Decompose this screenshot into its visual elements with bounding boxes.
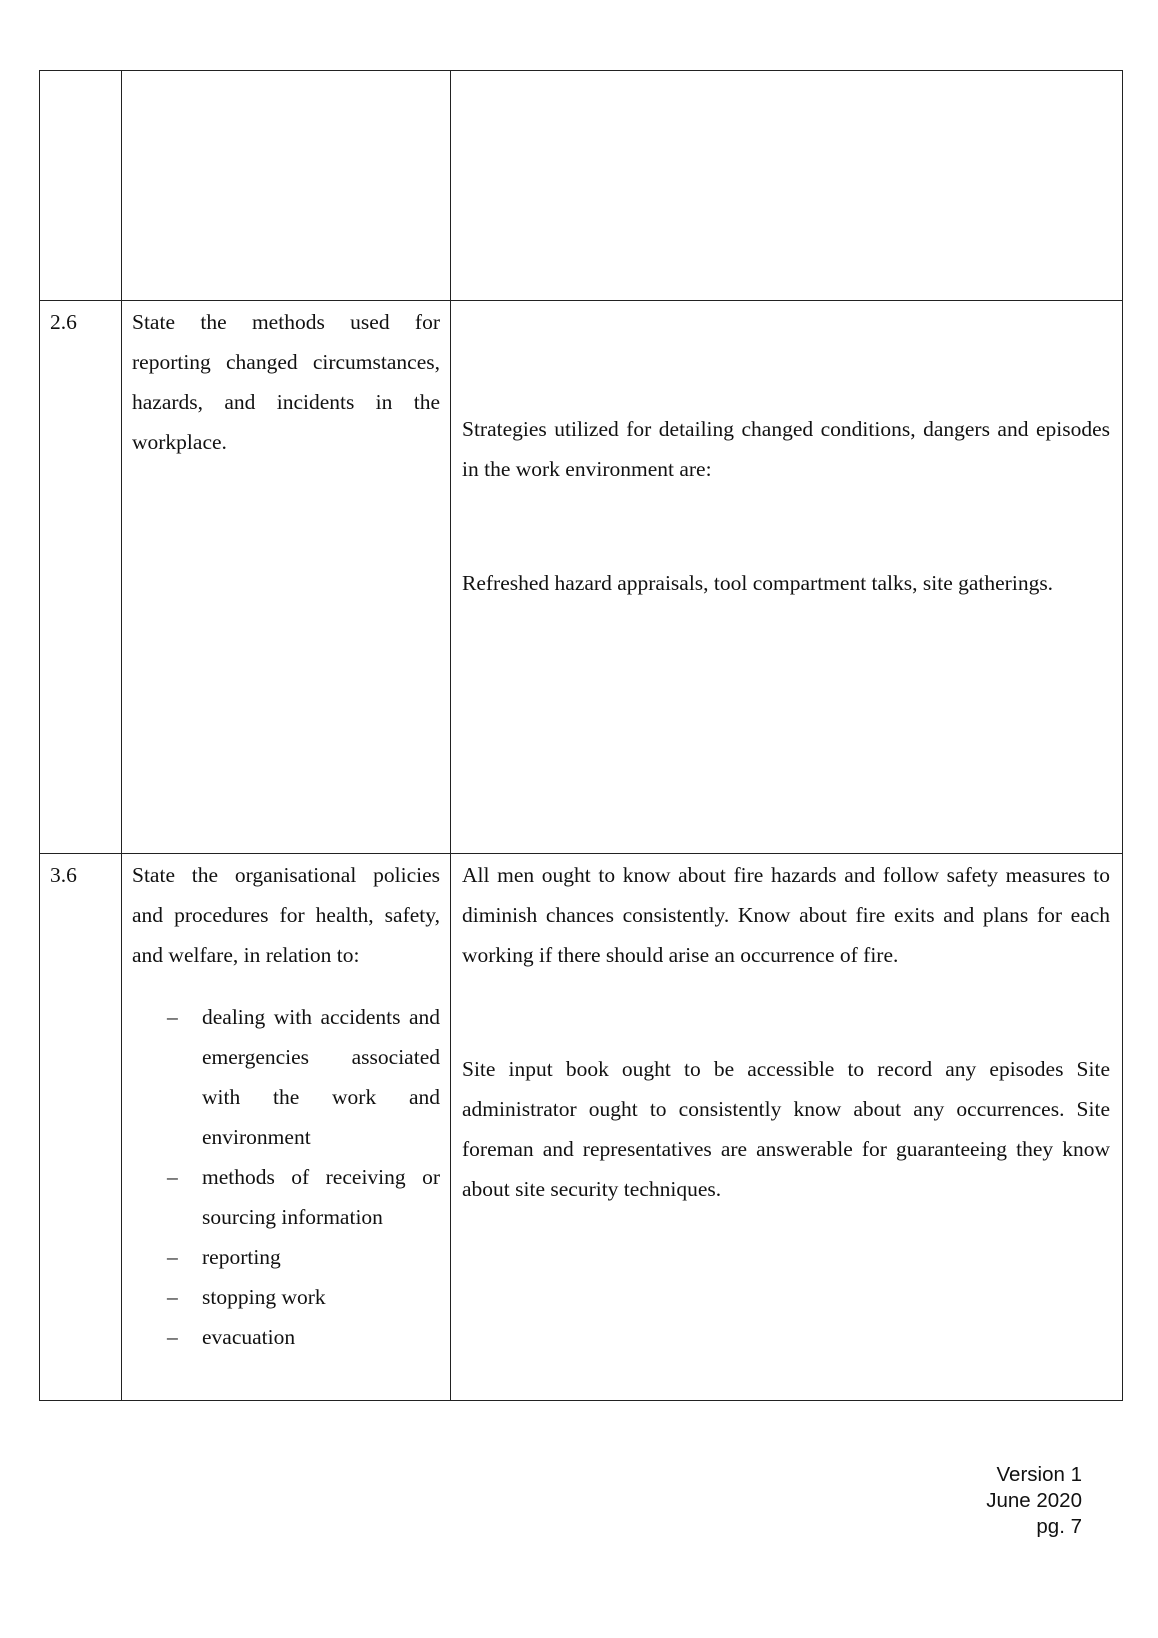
- row-number-cell: [40, 301, 122, 854]
- list-item: – methods of receiving or sourcing information: [132, 1157, 440, 1237]
- page-footer: [986, 1462, 1082, 1540]
- answer-paragraph: Refreshed hazard appraisals, tool compartment talks, site gatherings.: [462, 571, 1054, 595]
- dash-bullet: –: [167, 1245, 178, 1269]
- answer-cell: [451, 854, 1123, 1401]
- assessment-table: [39, 70, 1123, 1401]
- row-number-cell: [40, 71, 122, 301]
- question-text: State the organisational policies and procedures for health, safety, and welfare, in relation to:: [132, 863, 440, 967]
- list-item: – evacuation: [132, 1317, 440, 1357]
- footer-version: Version 1: [996, 1463, 1082, 1486]
- row-number: 3.6: [50, 863, 77, 887]
- row-number: 2.6: [50, 310, 77, 334]
- table-row: [40, 301, 1123, 854]
- list-item: – stopping work: [132, 1277, 440, 1317]
- list-item: – reporting: [132, 1237, 440, 1277]
- question-cell: [122, 71, 451, 301]
- table-row: [40, 854, 1123, 1401]
- dash-bullet: –: [167, 1005, 178, 1029]
- dash-bullet: –: [167, 1285, 178, 1309]
- answer-cell: [451, 71, 1123, 301]
- row-number-cell: [40, 854, 122, 1401]
- answer-paragraph: All men ought to know about fire hazards and follow safety measures to diminish chances consistently. Know about fire exits and plans for each working if there should arise an occurrence of fire.: [462, 863, 1110, 967]
- answer-paragraph: Site input book ought to be accessible to record any episodes Site administrator ought to consistently know about any occurrences. Site foreman and representatives are answerable for guaranteeing they know about site security techniques.: [462, 1057, 1110, 1201]
- dash-bullet: –: [167, 1165, 178, 1189]
- answer-cell: [451, 301, 1123, 854]
- question-list: [132, 997, 440, 1357]
- question-cell: [122, 301, 451, 854]
- list-item: – dealing with accidents and emergencies associated with the work and environment: [132, 997, 440, 1157]
- footer-date: June 2020: [986, 1489, 1082, 1512]
- table-row: [40, 71, 1123, 301]
- question-text: State the methods used for reporting changed circumstances, hazards, and incidents in the workplace.: [132, 310, 440, 454]
- answer-paragraph: Strategies utilized for detailing changed conditions, dangers and episodes in the work environment are:: [462, 417, 1110, 481]
- footer-page-number: pg. 7: [1036, 1515, 1082, 1538]
- question-cell: [122, 854, 451, 1401]
- dash-bullet: –: [167, 1325, 178, 1349]
